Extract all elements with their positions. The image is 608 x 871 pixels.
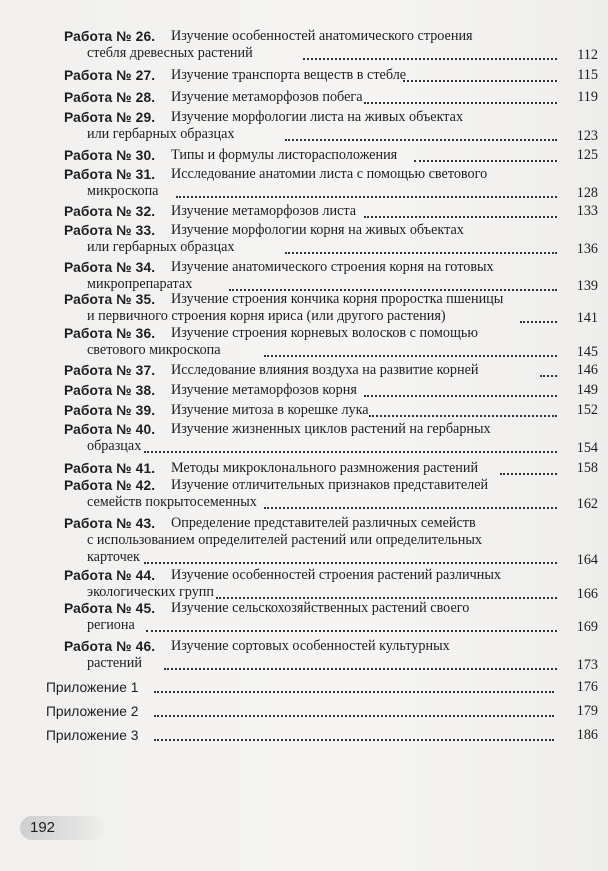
toc-entry: [64, 362, 598, 379]
leader-dots: [154, 691, 554, 693]
toc-entry: [64, 567, 598, 601]
toc-entry: [64, 166, 598, 200]
leader-dots: [144, 560, 557, 564]
leader-dots: [154, 739, 554, 741]
entry-title-line-1: Изучение метаморфозов побега: [171, 89, 363, 105]
page-reference: 164: [576, 552, 598, 568]
leader-dots: [216, 595, 557, 599]
entry-title-line-2: стебля древесных растений: [87, 45, 253, 61]
page-reference: 152: [576, 402, 598, 418]
work-number: Работа № 35.: [64, 292, 156, 307]
entry-title-line-1: Изучение морфологии листа на живых объектах: [171, 109, 464, 125]
leader-dots: [176, 194, 557, 198]
entry-title-line-1: Изучение отличительных признаков представителей: [171, 477, 489, 493]
entry-title-line-1: Изучение особенностей анатомического строения: [171, 28, 473, 44]
entry-title-line-2: семейств покрытосеменных: [87, 494, 257, 510]
page-reference: 176: [576, 679, 598, 695]
entry-title-line-1: Изучение метаморфозов листа: [171, 203, 357, 219]
page-reference: 166: [576, 586, 598, 602]
work-number: Работа № 34.: [64, 260, 156, 275]
leader-dots: [285, 250, 557, 254]
page-reference: 128: [576, 185, 598, 201]
entry-title-line-1: Изучение строения кончика корня проростка пшеницы: [171, 291, 504, 307]
leader-dots: [540, 373, 557, 377]
page-reference: 186: [576, 727, 598, 743]
work-number: Работа № 31.: [64, 167, 156, 182]
toc-entry: [64, 203, 598, 220]
entry-title-line-2: региона: [87, 617, 135, 633]
page-reference: 149: [576, 382, 598, 398]
entry-title-line-2: образцах: [87, 438, 142, 454]
page-reference: 115: [577, 67, 598, 83]
page-reference: 119: [577, 89, 598, 105]
leader-dots: [520, 319, 557, 323]
work-number: Работа № 32.: [64, 204, 156, 219]
entry-title-line-2: экологических групп: [87, 584, 214, 600]
toc-entry: [64, 325, 598, 359]
entry-title-line-2: или гербарных образцах: [87, 126, 235, 142]
page-reference: 173: [576, 657, 598, 673]
work-number: Работа № 28.: [64, 90, 156, 105]
work-number: Работа № 39.: [64, 403, 156, 418]
appendix-entry: [46, 679, 598, 696]
toc-entry: [64, 402, 598, 419]
entry-title-line-1: Изучение морфологии корня на живых объектах: [171, 222, 464, 238]
toc-entry: [64, 67, 598, 84]
page-reference: 136: [576, 241, 598, 257]
page-reference: 179: [576, 703, 598, 719]
leader-dots: [414, 158, 557, 162]
page-reference: 162: [576, 496, 598, 512]
toc-entry: [64, 147, 598, 164]
toc-entry: [64, 222, 598, 256]
page-reference: 146: [576, 362, 598, 378]
entry-title-line-1: Изучение жизненных циклов растений на гербарных: [171, 421, 491, 437]
entry-title-line-1: Изучение сортовых особенностей культурных: [171, 638, 450, 654]
page-reference: 112: [577, 47, 598, 63]
entry-title-line-1: Исследование влияния воздуха на развитие корней: [171, 362, 479, 378]
leader-dots: [364, 100, 557, 104]
entry-title-line-2: растений: [87, 655, 142, 671]
entry-title-line-2: микроскопа: [87, 183, 159, 199]
work-number: Работа № 40.: [64, 422, 156, 437]
leader-dots: [303, 56, 557, 60]
entry-title-line-1: Определение представителей различных семейств: [171, 515, 476, 531]
toc-entry: [64, 259, 598, 293]
entry-title-line-1: Изучение метаморфозов корня: [171, 382, 357, 398]
appendix-label: Приложение 2: [46, 704, 139, 719]
page-number-badge: [20, 816, 104, 840]
toc-entry: [64, 638, 598, 672]
leader-dots: [500, 471, 557, 475]
toc-entry: [64, 291, 598, 325]
page-reference: 145: [576, 344, 598, 360]
page-number: 192: [30, 819, 56, 836]
page-reference: 158: [576, 460, 598, 476]
work-number: Работа № 46.: [64, 639, 156, 654]
work-number: Работа № 45.: [64, 601, 156, 616]
entry-title-line-2: и первичного строения корня ириса (или другого растения): [87, 308, 446, 324]
toc-entry: [64, 460, 598, 477]
entry-title-line-1: Изучение транспорта веществ в стебле: [171, 67, 407, 83]
entry-title-line-2: микропрепаратах: [87, 276, 193, 292]
page-reference: 169: [576, 619, 598, 635]
work-number: Работа № 42.: [64, 478, 156, 493]
page-reference: 133: [576, 203, 598, 219]
work-number: Работа № 41.: [64, 461, 156, 476]
work-number: Работа № 30.: [64, 148, 156, 163]
entry-title-line-1: Изучение сельскохозяйственных растений своего: [171, 600, 470, 616]
leader-dots: [264, 353, 557, 357]
work-number: Работа № 36.: [64, 326, 156, 341]
toc-entry: [64, 382, 598, 399]
leader-dots: [144, 449, 557, 453]
work-number: Работа № 43.: [64, 516, 156, 531]
page-reference: 139: [576, 278, 598, 294]
appendix-entry: [46, 727, 598, 744]
leader-dots: [264, 505, 557, 509]
entry-title-line-1: Изучение митоза в корешке лука: [171, 402, 369, 418]
entry-title-line-2: или гербарных образцах: [87, 239, 235, 255]
entry-title-line-2: с использованием определителей растений или определительных: [87, 532, 482, 548]
appendix-label: Приложение 3: [46, 728, 139, 743]
page-reference: 123: [576, 128, 598, 144]
toc-entry: [64, 28, 598, 62]
page-reference: 125: [576, 147, 598, 163]
appendix-entry: [46, 703, 598, 720]
entry-title-line-1: Изучение анатомического строения корня на готовых: [171, 259, 494, 275]
toc-entry: [64, 477, 598, 511]
work-number: Работа № 33.: [64, 223, 156, 238]
toc-entry: [64, 109, 598, 143]
toc-entry: [64, 515, 598, 566]
entry-title-line-2: светового микроскопа: [87, 342, 221, 358]
leader-dots: [164, 666, 557, 670]
leader-dots: [364, 214, 557, 218]
entry-title-line-1: Исследование анатомии листа с помощью светового: [171, 166, 488, 182]
toc-entry: [64, 89, 598, 106]
entry-title-line-1: Изучение особенностей строения растений различных: [171, 567, 501, 583]
page-reference: 141: [576, 310, 598, 326]
entry-title-line-1: Типы и формулы листорасположения: [171, 147, 398, 163]
entry-title-line-1: Изучение строения корневых волосков с помощью: [171, 325, 478, 341]
work-number: Работа № 37.: [64, 363, 156, 378]
entry-title-line-1: Методы микроклонального размножения растений: [171, 460, 479, 476]
work-number: Работа № 29.: [64, 110, 156, 125]
work-number: Работа № 44.: [64, 568, 156, 583]
work-number: Работа № 26.: [64, 29, 156, 44]
leader-dots: [364, 393, 557, 397]
leader-dots: [146, 628, 557, 632]
leader-dots: [369, 413, 557, 417]
leader-dots: [285, 137, 557, 141]
toc-entry: [64, 600, 598, 634]
work-number: Работа № 38.: [64, 383, 156, 398]
leader-dots: [403, 78, 557, 82]
toc-entry: [64, 421, 598, 455]
appendix-label: Приложение 1: [46, 680, 139, 695]
work-number: Работа № 27.: [64, 68, 156, 83]
leader-dots: [154, 715, 554, 717]
page-reference: 154: [576, 440, 598, 456]
entry-title-line-3: карточек: [87, 549, 140, 565]
